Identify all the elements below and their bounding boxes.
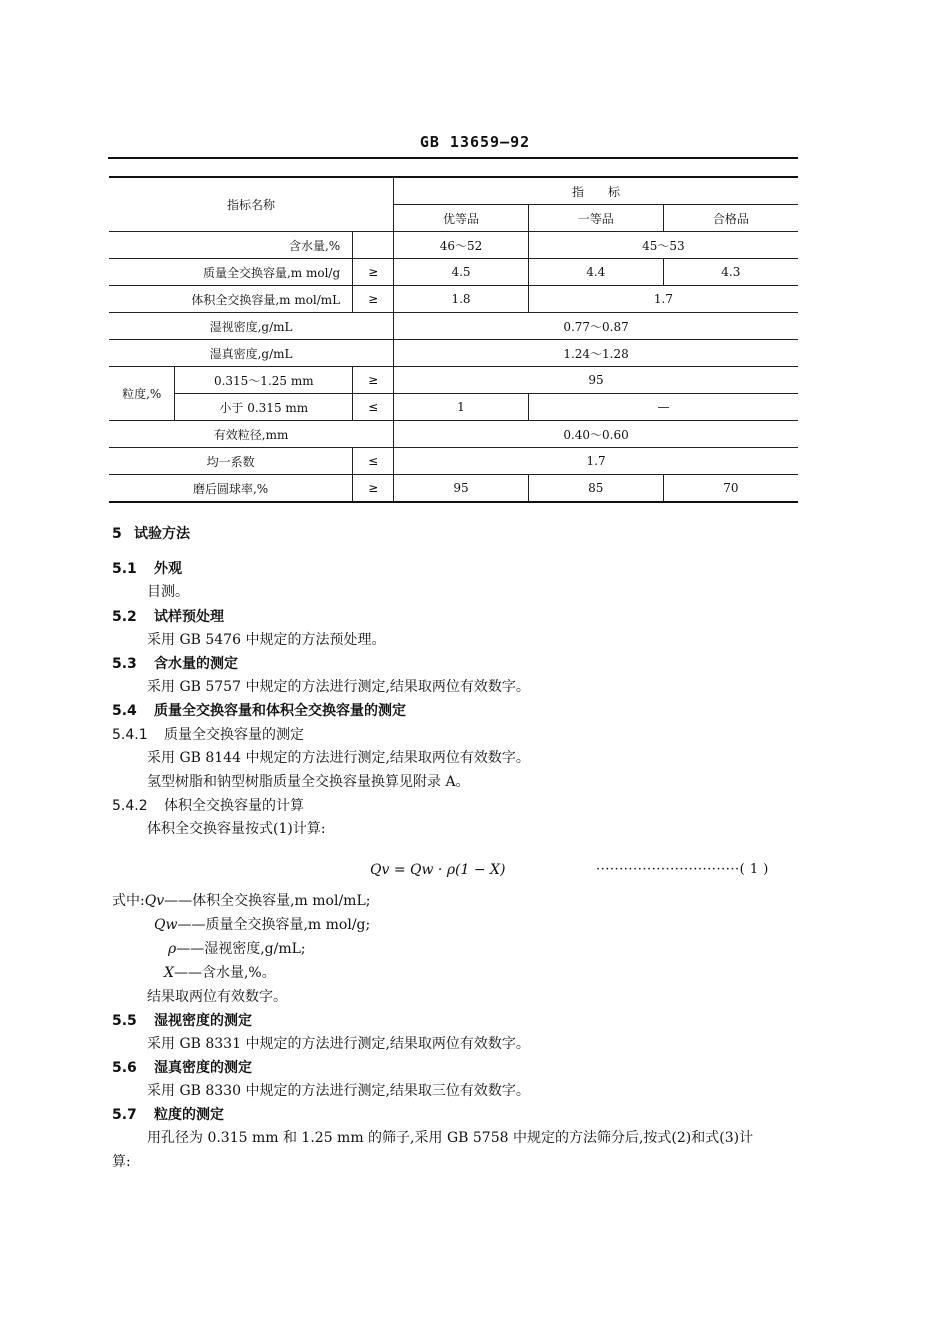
cell: 70 xyxy=(663,475,798,503)
row-name: 体积全交换容量,m mol/mL xyxy=(109,286,353,313)
where-line xyxy=(168,938,306,958)
where-line xyxy=(112,890,370,910)
variable-symbol: ρ xyxy=(168,941,177,957)
table-row-sphericity xyxy=(109,475,798,503)
row-symbol: ≤ xyxy=(353,394,394,421)
table-row-wet-true-density xyxy=(109,340,798,367)
section-5-5-heading xyxy=(112,1010,252,1030)
section-5-4-heading xyxy=(112,700,406,720)
row-name: 均一系数 xyxy=(109,448,353,475)
header-grade-qualified: 合格品 xyxy=(663,205,798,232)
cell: 0.40～0.60 xyxy=(394,421,798,448)
section-title: 粒度的测定 xyxy=(154,1107,224,1123)
table-row-uniformity xyxy=(109,448,798,475)
cell: 1 xyxy=(394,394,529,421)
variable-description: ——含水量,%。 xyxy=(173,965,276,981)
cell: 95 xyxy=(394,475,529,503)
where-prefix: 式中: xyxy=(112,893,145,909)
row-name: 质量全交换容量,m mol/g xyxy=(109,259,353,286)
section-number: 5.7 xyxy=(112,1107,137,1123)
row-symbol: ≥ xyxy=(353,286,394,313)
section-title: 试样预处理 xyxy=(154,609,224,625)
section-title: 含水量的测定 xyxy=(154,656,238,672)
variable-description: ——质量全交换容量,m mol/g; xyxy=(177,917,371,933)
cell: 4.5 xyxy=(394,259,529,286)
section-title: 质量全交换容量和体积全交换容量的测定 xyxy=(154,703,406,719)
table-header-row-1 xyxy=(109,177,798,205)
section-number: 5.6 xyxy=(112,1060,137,1076)
variable-description: ——体积全交换容量,m mol/mL; xyxy=(164,893,371,909)
section-5-1-heading xyxy=(112,558,182,578)
row-symbol: ≥ xyxy=(353,475,394,503)
section-5-2-heading xyxy=(112,606,224,626)
row-sub-label: 0.315～1.25 mm xyxy=(175,367,353,394)
formula-leader-dots: ······························· xyxy=(596,862,740,877)
row-symbol: ≥ xyxy=(353,367,394,394)
table-row-water xyxy=(109,232,798,259)
cell: 1.8 xyxy=(394,286,529,313)
paragraph: 体积全交换容量按式(1)计算: xyxy=(147,821,326,837)
row-name: 有效粒径,mm xyxy=(109,421,394,448)
table-row-particle-1 xyxy=(109,367,798,394)
table-row-volume-capacity xyxy=(109,286,798,313)
row-name: 湿视密度,g/mL xyxy=(109,313,394,340)
variable-symbol: Qv xyxy=(144,893,165,909)
section-number: 5 xyxy=(112,526,122,542)
section-title: 湿真密度的测定 xyxy=(154,1060,252,1076)
table-row-mass-capacity xyxy=(109,259,798,286)
section-title: 体积全交换容量的计算 xyxy=(164,798,304,814)
variable-symbol: Qw xyxy=(154,917,178,933)
cell: 85 xyxy=(528,475,663,503)
section-5-7-heading xyxy=(112,1104,224,1124)
paragraph: 目测。 xyxy=(147,584,189,600)
row-name: 含水量,% xyxy=(109,232,353,259)
section-5-4-1-heading xyxy=(112,724,304,744)
row-name: 磨后圆球率,% xyxy=(109,475,353,503)
section-number: 5.5 xyxy=(112,1013,137,1029)
section-title: 试验方法 xyxy=(134,526,190,542)
variable-description: ——湿视密度,g/mL; xyxy=(176,941,306,957)
formula-number: ( 1 ) xyxy=(739,862,769,877)
table-row-effective-size xyxy=(109,421,798,448)
section-number: 5.2 xyxy=(112,609,137,625)
cell: 0.77～0.87 xyxy=(394,313,798,340)
row-symbol: ≥ xyxy=(353,259,394,286)
section-title: 质量全交换容量的测定 xyxy=(164,727,304,743)
header-index: 指 标 xyxy=(394,177,798,205)
section-5-4-2-heading xyxy=(112,795,304,815)
table-row-wet-apparent-density xyxy=(109,313,798,340)
section-5-6-heading xyxy=(112,1057,252,1077)
cell: 4.3 xyxy=(663,259,798,286)
cell: 1.24～1.28 xyxy=(394,340,798,367)
section-number: 5.3 xyxy=(112,656,137,672)
row-symbol: ≤ xyxy=(353,448,394,475)
paragraph: 采用 GB 8331 中规定的方法进行测定,结果取两位有效数字。 xyxy=(147,1036,530,1052)
formula-1-label xyxy=(596,862,769,877)
where-line xyxy=(164,962,276,982)
standard-code-header: GB 13659—92 xyxy=(419,133,531,151)
specification-table xyxy=(109,176,798,503)
paragraph: 采用 GB 5757 中规定的方法进行测定,结果取两位有效数字。 xyxy=(147,679,530,695)
paragraph: 采用 GB 8330 中规定的方法进行测定,结果取三位有效数字。 xyxy=(147,1083,530,1099)
cell: 45～53 xyxy=(528,232,798,259)
cell: 46～52 xyxy=(394,232,529,259)
header-grade-first: 一等品 xyxy=(528,205,663,232)
section-title: 外观 xyxy=(154,561,182,577)
formula-1: Qv = Qw · ρ(1 − X) xyxy=(370,862,506,878)
row-name: 粒度,% xyxy=(109,367,175,421)
paragraph: 算: xyxy=(112,1154,131,1170)
header-index-name: 指标名称 xyxy=(109,177,394,232)
table-row-particle-2 xyxy=(109,394,798,421)
paragraph: 采用 GB 5476 中规定的方法预处理。 xyxy=(147,632,386,648)
paragraph: 采用 GB 8144 中规定的方法进行测定,结果取两位有效数字。 xyxy=(147,750,530,766)
header-rule xyxy=(108,157,798,159)
row-name: 湿真密度,g/mL xyxy=(109,340,394,367)
paragraph: 氢型树脂和钠型树脂质量全交换容量换算见附录 A。 xyxy=(147,774,470,790)
section-5-3-heading xyxy=(112,653,238,673)
row-symbol xyxy=(353,232,394,259)
cell: 1.7 xyxy=(394,448,798,475)
section-title: 湿视密度的测定 xyxy=(154,1013,252,1029)
cell: — xyxy=(528,394,798,421)
cell: 95 xyxy=(394,367,798,394)
header-grade-premium: 优等品 xyxy=(394,205,529,232)
section-5-heading xyxy=(112,523,190,543)
where-line xyxy=(154,914,370,934)
cell: 4.4 xyxy=(528,259,663,286)
paragraph: 用孔径为 0.315 mm 和 1.25 mm 的筛子,采用 GB 5758 中规定的方法筛分后,按式(2)和式(3)计 xyxy=(147,1130,754,1146)
variable-symbol: X xyxy=(164,965,174,981)
section-number: 5.4.1 xyxy=(112,727,148,743)
cell: 1.7 xyxy=(528,286,798,313)
section-number: 5.1 xyxy=(112,561,137,577)
section-number: 5.4 xyxy=(112,703,137,719)
section-number: 5.4.2 xyxy=(112,798,148,814)
row-sub-label: 小于 0.315 mm xyxy=(175,394,353,421)
paragraph: 结果取两位有效数字。 xyxy=(147,989,287,1005)
